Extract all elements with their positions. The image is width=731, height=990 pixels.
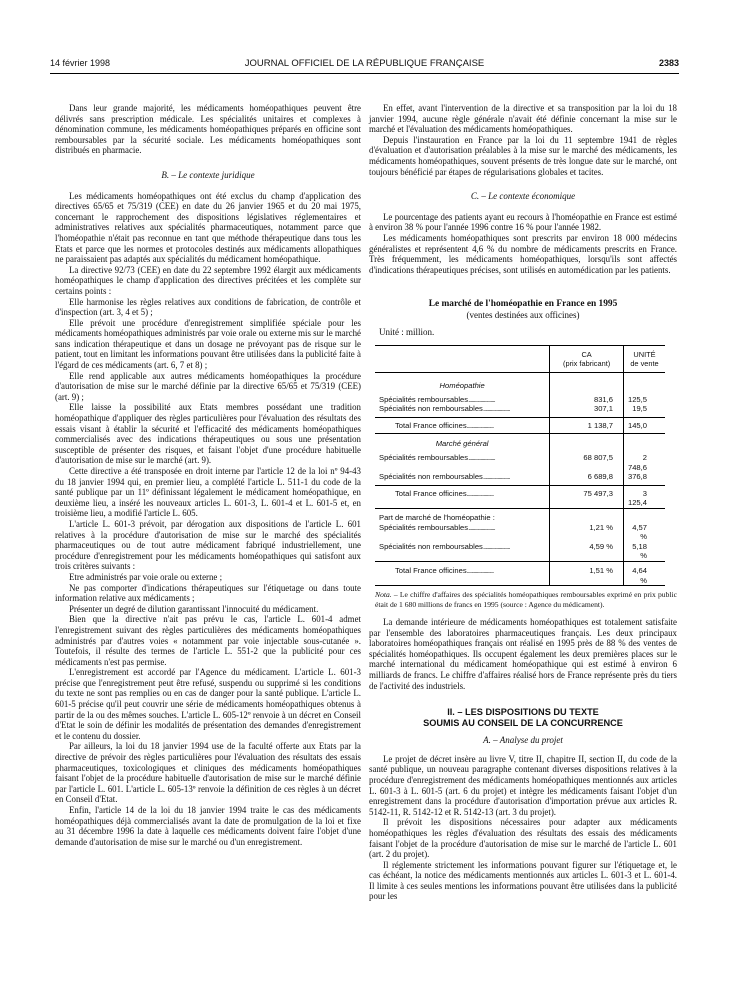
paragraph: Il prévoit les dispositions nécessaires pour adapter aux médicaments homéopathiques les règles d'évaluation des résultats des essais des médicaments faisant l'objet de la procédure d'autorisation de mise sur le marché de l'article L. 601 (art. 2 du projet). bbox=[369, 817, 677, 860]
subheading-analyse: A. – Analyse du projet bbox=[483, 735, 563, 746]
paragraph: Bien que la directive n'ait pas prévu le cas, l'article L. 601-4 admet l'enregistrement suivant des règles particulières des médicaments homéopathiques administrés par d'autres voies « notamment par voie injectable sous-cutanée ». Toutefois, il résulte des termes de l'article L. 551-2 que la publicité pour ces médicaments n'est pas permise. bbox=[55, 614, 361, 667]
paragraph: Dans leur grande majorité, les médicaments homéopathiques peuvent être délivrés sans prescription médicale. Les spécialités unitaires et complexes à dénomination commune, les médicaments homéopathiques préparés en officine sont remboursables par la sécurité sociale. Les médicaments homéopathiques sont distribués en pharmacie. bbox=[55, 103, 361, 156]
page-number: 2383 bbox=[658, 58, 679, 68]
paragraph: Elle prévoit une procédure d'enregistrement simplifiée spéciale pour les médicaments homéopathiques administrés par voie orale ou externe mis sur le marché sans indication thérapeutique et dans un dosage ne prévoyant pas de risque sur le patient, tout en limitant les informations pouvant être utilisées dans la publicité faite à l'égard de ces médicaments (art. 6, 7 et 8) ; bbox=[55, 317, 361, 371]
paragraph: L'enregistrement est accordé par l'Agence du médicament. L'article L. 601-3 précise que l'enregistrement peut être refusé, suspendu ou supprimé si les conditions du texte ne sont pas remplies ou en cas de danger pour la santé publique. L'article L. 601-5 précise qu'il peut couvrir une série de médicaments homéopathiques obtenus à partir de la ou des mêmes souches. L'article L. 605-12º renvoie à un décret en Conseil d'Etat le soin de définir les modalités de présentation des demandes d'enregistrement et le contenu du dossier. bbox=[55, 667, 361, 741]
table-header-row bbox=[375, 346, 665, 373]
subheading-contexte-economique: C. – Le contexte économique bbox=[470, 191, 576, 202]
group-header: Marché général bbox=[375, 439, 665, 449]
paragraph: Elle rend applicable aux autres médicaments homéopathiques la procédure d'autorisation de mise sur le marché définie par la directive 65/65 et 75/319 (CEE) (art. 9) ; bbox=[55, 370, 361, 402]
paragraph: L'article L. 601-3 prévoit, par dérogation aux dispositions de l'article L. 601 relatives à la procédure d'autorisation de mise sur le marché des spécialités pharmaceutiques ou de tout autre médicament fabriqué industriellement, une procédure d'enregistrement pour les médicaments homéopathiques qui satisfont aux trois critères suivants : bbox=[55, 518, 361, 572]
table-header-blank bbox=[375, 346, 550, 373]
paragraph: La directive 92/73 (CEE) en date du 22 septembre 1992 élargit aux médicaments homéopathiques le champ d'application des directives précitées et les complète sur certains points : bbox=[55, 264, 361, 296]
paragraph: Les médicaments homéopathiques ont été exclus du champ d'application des directives 65/65 et 75/319 (CEE) en date du 26 janvier 1965 et du 20 mai 1975, concernant le rapprochement des dispositions législatives réglementaires et administratives relatives aux spécialités pharmaceutiques, notamment parce que l'homéopathie n'était pas reconnue en tant que méthode thérapeutique dans tous les Etats et parce que les normes et protocoles destinés aux médicaments allopathiques ne paraissaient pas adaptés aux spécialités du médicament homéopathique. bbox=[55, 190, 361, 265]
journal-title: JOURNAL OFFICIEL DE LA RÉPUBLIQUE FRANÇAISE bbox=[244, 58, 485, 69]
table-total-row: Total France officines ..... 1,51 % 4,64 % bbox=[375, 562, 665, 586]
table-unit: Unité : million. bbox=[379, 326, 435, 337]
paragraph: Le pourcentage des patients ayant eu recours à l'homéopathie en France est estimé à environ 38 % pour l'année 1996 contre 16 % pour l'année 1982. bbox=[369, 211, 677, 233]
table-row: Spécialités non remboursables ..... 307,1 19,5 bbox=[375, 404, 665, 417]
page-header bbox=[50, 58, 679, 72]
paragraph: Elle harmonise les règles relatives aux conditions de fabrication, de contrôle et d'inspection (art. 3, 4 et 5) ; bbox=[55, 296, 361, 318]
group-header: Part de marché de l'homéopathie : bbox=[375, 513, 665, 523]
column-header-units: UNITÉ de vente bbox=[623, 346, 665, 373]
table-subtitle: (ventes destinées aux officines) bbox=[466, 309, 580, 320]
paragraph: Cette directive a été transposée en droit interne par l'article 12 de la loi nº 94-43 du 18 janvier 1994 qui, en premier lieu, a complété l'article L. 511-1 du code de la santé publique par un 11º définissant légalement le médicament homéopathique, en deuxième lieu, a inséré les nouveaux articles L. 601-3, L. 601-4 et L. 601-5 et, en troisième lieu, a modifié l'article L. 605. bbox=[55, 466, 361, 519]
paragraph: Depuis l'instauration en France par la loi du 11 septembre 1941 de règles d'évaluation et d'autorisation préalables à la mise sur le marché des médicaments, les médicaments homéopathiques, souvent présents de très longue date sur le marché, ont toujours bénéficié par étapes de régularisations globales et tacites. bbox=[369, 134, 677, 177]
paragraph: Présenter un degré de dilution garantissant l'innocuité du médicament. bbox=[69, 603, 319, 614]
paragraph: Ne pas comporter d'indications thérapeutiques sur l'étiquetage ou dans toute information relative aux médicaments ; bbox=[55, 582, 361, 604]
market-table bbox=[375, 345, 665, 586]
table-total-row: Total France officines ..... 1 138,7 145,0 bbox=[375, 417, 665, 434]
table-note: Nota. – Le chiffre d'affaires des spécialités homéopathiques remboursables exprimé en prix public était de 1 680 millions de francs en 1995 (source : Agence du médicament). bbox=[375, 590, 677, 609]
subheading-contexte-juridique: B. – Le contexte juridique bbox=[161, 169, 255, 180]
table-row: Spécialités non remboursables ..... 4,59 % 5,18 % bbox=[375, 542, 665, 562]
paragraph: Le projet de décret insère au livre V, titre II, chapitre II, section II, du code de la santé publique, un nouveau paragraphe contenant diverses dispositions relatives à la procédure d'enregistrement des médicaments homéopathiques mentionnés aux articles L. 601-3 à L. 601-5 (art. 6 du projet) et intègre les médicaments faisant l'objet d'un enregistrement dans la procédure d'autorisation d'importation prévue aux articles R. 5142-11, R. 5142-12 et R. 5142-13 (art. 3 du projet). bbox=[369, 753, 677, 817]
section-heading: II. – LES DISPOSITIONS DU TEXTE bbox=[447, 707, 599, 718]
left-column bbox=[55, 103, 361, 847]
section-heading-line2: SOUMIS AU CONSEIL DE LA CONCURRENCE bbox=[423, 718, 623, 729]
table-row: Spécialités remboursables ..... 1,21 % 4,57 % bbox=[375, 523, 665, 542]
paragraph: Par ailleurs, la loi du 18 janvier 1994 use de la faculté offerte aux Etats par la directive de prévoir des règles particulières pour l'évaluation des résultats des essais pharmaceutiques, toxicologiques et cliniques des médicaments homéopathiques faisant l'objet de la procédure habituelle d'autorisation de mise sur le marché définie par l'article L. 601. L'article L. 605-13º renvoie la définition de ces règles à un décret en Conseil d'Etat. bbox=[55, 741, 361, 805]
paragraph: Les médicaments homéopathiques sont prescrits par environ 18 000 médecins généralistes et représentent 4,6 % du nombre de médicaments prescrits en France. Très fréquemment, les médicaments homéopathiques, lorsqu'ils sont affectés d'indications thérapeutiques précises, sont utilisés en automédication par les patients. bbox=[369, 232, 677, 275]
table-row: Spécialités remboursables ..... 831,6 125,5 bbox=[375, 395, 665, 405]
paragraph: En effet, avant l'intervention de la directive et sa transposition par la loi du 18 janvier 1994, aucune règle générale n'avait été définie concernant la mise sur le marché et l'évaluation des médicaments homéopathiques. bbox=[369, 103, 677, 135]
header-rule bbox=[50, 73, 679, 74]
paragraph: Etre administrés par voie orale ou externe ; bbox=[69, 571, 223, 582]
right-column bbox=[369, 103, 677, 902]
paragraph: Enfin, l'article 14 de la loi du 18 janvier 1994 traite le cas des médicaments homéopathiques déjà commercialisés avant la date de promulgation de la loi et fixe au 31 décembre 1996 la date à laquelle ces médicaments doivent faire l'objet d'une demande d'autorisation de mise sur le marché ou d'un enregistrement. bbox=[55, 805, 361, 847]
paragraph: Elle laisse la possibilité aux Etats membres possédant une tradition homéopathique d'appliquer des règles particulières pour l'évaluation des résultats des essais visant à établir la sécurité et l'efficacité des médicaments homéopathiques commercialisés avec des indications thérapeutiques ou sous une présentation susceptible de présenter des risques, et faisant l'objet d'une procédure habituelle d'autorisation de mise sur le marché (art. 9). bbox=[55, 402, 361, 466]
table-total-row: Total France officines ..... 75 497,3 3 125,4 bbox=[375, 485, 665, 508]
header-date: 14 février 1998 bbox=[50, 58, 111, 68]
paragraph: La demande intérieure de médicaments homéopathiques est totalement satisfaite par l'ensemble des laboratoires pharmaceutiques français. Les deux principaux laboratoires homéopathiques français ont réalisé en 1995 près de 88 % des ventes de spécialités homéopathiques. Ils occupent également les deux premières places sur le marché international du médicament homéopathique qui est estimé à environ 6 milliards de francs. Le chiffre d'affaires réalisé hors de France représente près du tiers de l'activité des industriels. bbox=[369, 617, 677, 691]
paragraph: Il réglemente strictement les informations pouvant figurer sur l'étiquetage et, le cas échéant, la notice des médicaments mentionnés aux articles L. 601-3 et L. 601-4. Il limite à ces seules mentions les informations pouvant être utilisées dans la publicité pour les bbox=[369, 859, 677, 902]
group-header: Homéopathie bbox=[375, 381, 665, 391]
column-header-ca: CA (prix fabricant) bbox=[550, 346, 624, 373]
table-row: Spécialités remboursables ..... 68 807,5 2 748,6 bbox=[375, 453, 665, 472]
table-title: Le marché de l'homéopathie en France en 1995 bbox=[428, 299, 618, 310]
table-row: Spécialités non remboursables ..... 6 689,8 376,8 bbox=[375, 472, 665, 485]
